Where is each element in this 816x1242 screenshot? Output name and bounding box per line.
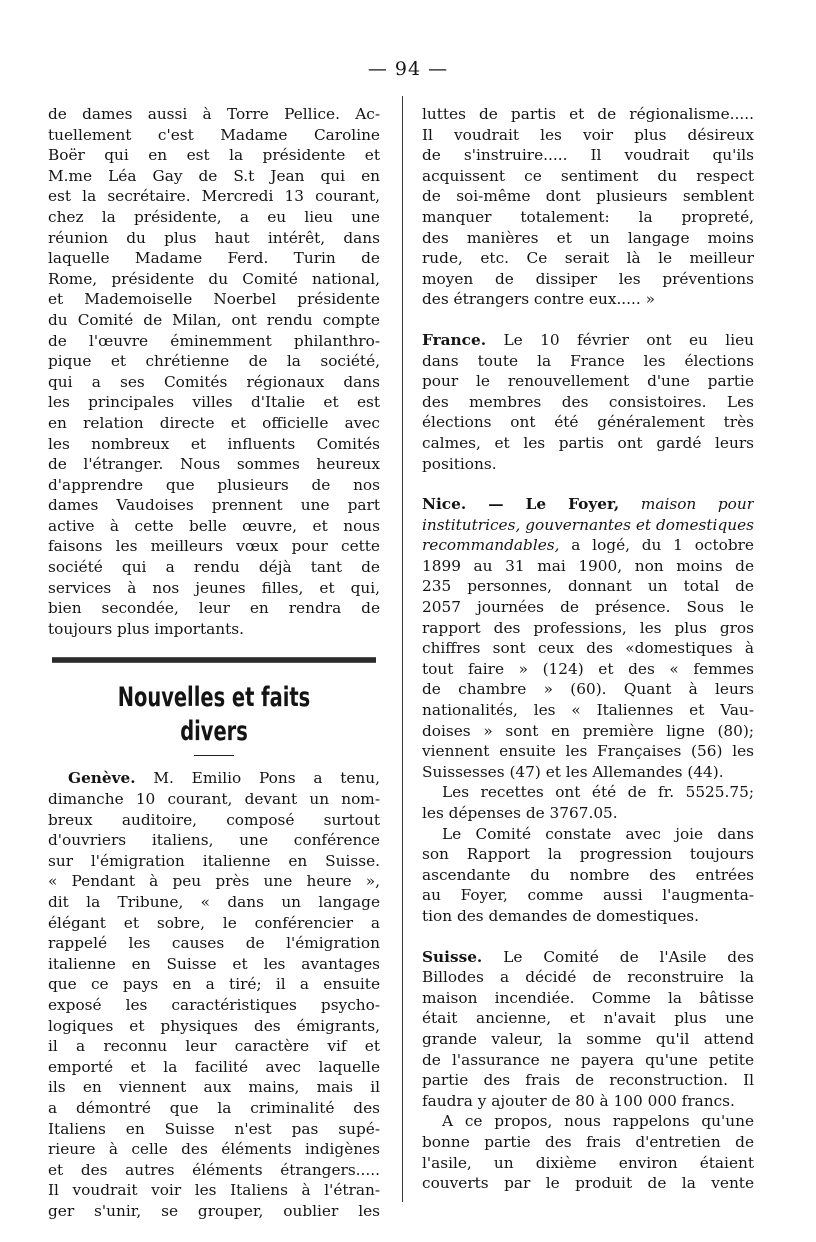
text-line: rude, etc. Ce serait là le meilleur xyxy=(422,249,754,268)
text-line: viennent ensuite les Françaises (56) les xyxy=(422,742,754,761)
text-line: Italiens en Suisse n'est pas supé- xyxy=(48,1119,380,1138)
text-line: de l'assurance ne payera qu'une petite xyxy=(422,1050,754,1069)
text-line: les nombreux et influents Comités xyxy=(48,434,380,453)
text-line: de chambre » (60). Quant à leurs xyxy=(422,680,754,699)
text-line: des membres des consistoires. Les xyxy=(422,392,754,411)
text-line: nationalités, les « Italiennes et Vau- xyxy=(422,701,754,720)
text-line: ils en viennent aux mains, mais il xyxy=(48,1078,380,1097)
text-line: Il voudrait voir les Italiens à l'étran- xyxy=(48,1181,380,1200)
text-line: grande valeur, la somme qu'il attend xyxy=(422,1029,754,1048)
text-line: couverts par le produit de la vente xyxy=(422,1174,754,1193)
title-dash xyxy=(194,755,234,756)
text-line: 1899 au 31 mai 1900, non moins de xyxy=(422,556,754,575)
text-line: est la secrétaire. Mercredi 13 courant, xyxy=(48,187,380,206)
text-line: son Rapport la progression toujours xyxy=(422,845,754,864)
text-line: chiffres sont ceux des «domestiques à xyxy=(422,639,754,658)
text-line: au Foyer, comme aussi l'augmenta- xyxy=(422,886,754,905)
text-line: emporté et la facilité avec laquelle xyxy=(48,1057,380,1076)
text-line: sur l'émigration italienne en Suisse. xyxy=(48,851,380,870)
text-line: faisons les meilleurs vœux pour cette xyxy=(48,537,380,556)
lead-line xyxy=(48,768,380,789)
section-title: Nouvelles et faits divers xyxy=(117,682,311,748)
text-line: 2057 journées de présence. Sous le xyxy=(422,598,754,617)
section-separator-rule xyxy=(52,657,376,663)
text-line: dames Vaudoises prennent une part xyxy=(48,496,380,515)
nice-paragraph xyxy=(422,494,754,926)
text-line: qui a ses Comités régionaux dans xyxy=(48,372,380,391)
text-line: ger s'unir, se grouper, oublier les xyxy=(48,1201,380,1220)
lead-text: M. Emilio Pons a tenu, xyxy=(135,769,380,788)
text-line: et des autres éléments étrangers..... xyxy=(48,1160,380,1179)
text-line: élections ont été généralement très xyxy=(422,413,754,432)
text-line: Rome, présidente du Comité national, xyxy=(48,269,380,288)
text-line: Les recettes ont été de fr. 5525.75; xyxy=(442,783,754,802)
text-line: ascendante du nombre des entrées xyxy=(422,865,754,884)
text-line: chez la présidente, a eu lieu une xyxy=(48,207,380,226)
text-line: services à nos jeunes filles, et qui, xyxy=(48,578,380,597)
text-line: breux auditoire, composé surtout xyxy=(48,810,380,829)
right-column xyxy=(422,104,754,1194)
lead-text: a logé, du 1 octobre xyxy=(559,536,754,555)
text-line: et Mademoiselle Noerbel présidente xyxy=(48,290,380,309)
text-line: positions. xyxy=(422,454,497,473)
text-line: acquissent ce sentiment du respect xyxy=(422,166,754,185)
text-line: rappelé les causes de l'émigration xyxy=(48,934,380,953)
text-line: élégant et sobre, le conférencier a xyxy=(48,913,380,932)
text-line: rapport des professions, les plus gros xyxy=(422,618,754,637)
page-number: — 94 — xyxy=(367,58,449,80)
text-line: a démontré que la criminalité des xyxy=(48,1098,380,1117)
text-line: pique et chrétienne de la société, xyxy=(48,352,380,371)
text-line: il a reconnu leur caractère vif et xyxy=(48,1037,380,1056)
text-line: des étrangers contre eux..... » xyxy=(422,290,655,309)
text-line: maison incendiée. Comme la bâtisse xyxy=(422,988,754,1007)
column-divider xyxy=(402,96,403,1202)
text-line: dit la Tribune, « dans un langage xyxy=(48,893,380,911)
text-line: de l'œuvre éminemment philanthro- xyxy=(48,331,380,350)
text-line: pour le renouvellement d'une partie xyxy=(422,372,754,391)
text-line: du Comité de Milan, ont rendu compte xyxy=(48,310,380,329)
text-line: toujours plus importants. xyxy=(48,619,244,638)
text-line: moyen de dissiper les préventions xyxy=(422,269,754,288)
text-line: M.me Léa Gay de S.t Jean qui en xyxy=(48,166,380,185)
place-heading: France. xyxy=(422,330,487,349)
left-column xyxy=(48,104,380,1222)
intro-paragraph xyxy=(48,104,380,639)
text-line: 235 personnes, donnant un total de xyxy=(422,577,754,596)
text-line: réunion du plus haut intérêt, dans xyxy=(48,228,380,247)
place-heading: Nice. — Le Foyer, xyxy=(422,495,620,514)
text-line: était ancienne, et n'avait plus une xyxy=(422,1009,754,1028)
france-paragraph xyxy=(422,330,754,474)
italic-text: maison pour xyxy=(619,495,754,514)
text-line: les dépenses de 3767.05. xyxy=(422,804,618,822)
text-line: italienne en Suisse et les avantages xyxy=(48,954,380,973)
continuation-paragraph xyxy=(422,104,754,310)
lead-text: Le Comité de l'Asile des xyxy=(482,947,754,966)
text-line: de l'étranger. Nous sommes heureux xyxy=(48,455,380,474)
text-line: Le Comité constate avec joie dans xyxy=(442,824,754,843)
text-line: Il voudrait les voir plus désireux xyxy=(422,125,754,144)
text-line: dans toute la France les élections xyxy=(422,351,754,370)
text-line: tuellement c'est Madame Caroline xyxy=(48,125,380,144)
text-line: de dames aussi à Torre Pellice. Ac- xyxy=(48,105,380,123)
text-line: manquer totalement: la propreté, xyxy=(422,207,754,226)
text-line: tion des demandes de domestiques. xyxy=(422,906,699,925)
text-line: société qui a rendu déjà tant de xyxy=(48,558,380,577)
text-line: Billodes a décidé de reconstruire la xyxy=(422,968,754,987)
text-line: Boër qui en est la présidente et xyxy=(48,146,380,165)
place-heading: Suisse. xyxy=(422,947,483,966)
text-line: que ce pays en a tiré; il a ensuite xyxy=(48,975,380,994)
italic-line xyxy=(422,515,754,536)
text-line: les principales villes d'Italie et est xyxy=(48,393,380,412)
text-line: « Pendant à peu près une heure », xyxy=(48,872,380,891)
text-line xyxy=(422,535,754,556)
text-line: faudra y ajouter de 80 à 100 000 francs. xyxy=(422,1091,735,1110)
lead-line xyxy=(422,330,754,351)
lead-line xyxy=(422,947,754,968)
text-line: l'asile, un dixième environ étaient xyxy=(422,1153,754,1172)
place-heading: Genève. xyxy=(68,769,136,788)
suisse-paragraph xyxy=(422,947,754,1194)
text-line: exposé les caractéristiques psycho- xyxy=(48,995,380,1014)
text-line: partie des frais de reconstruction. Il xyxy=(422,1071,754,1090)
text-line: logiques et physiques des émigrants, xyxy=(48,1016,380,1035)
text-line: d'ouvriers italiens, une conférence xyxy=(48,831,380,850)
text-line: bien secondée, leur en rendra de xyxy=(48,599,380,618)
italic-text: recommandables, xyxy=(422,536,560,555)
text-line: de s'instruire..... Il voudrait qu'ils xyxy=(422,146,754,165)
text-line: bonne partie des frais d'entretien de xyxy=(422,1132,754,1151)
text-line: tout faire » (124) et des « femmes xyxy=(422,659,754,678)
text-line: rieure à celle des éléments indigènes xyxy=(48,1140,380,1159)
text-line: A ce propos, nous rappelons qu'une xyxy=(442,1112,754,1131)
text-line: dimanche 10 courant, devant un nom- xyxy=(48,790,380,809)
geneve-paragraph xyxy=(48,768,380,1221)
lead-text: Le 10 février ont eu lieu xyxy=(486,330,754,349)
text-line: calmes, et les partis ont gardé leurs xyxy=(422,433,754,452)
text-line: d'apprendre que plusieurs de nos xyxy=(48,475,380,494)
italic-text: institutrices, gouvernantes et domestiques xyxy=(422,515,754,534)
text-line: active à cette belle œuvre, et nous xyxy=(48,516,380,535)
text-line: laquelle Madame Ferd. Turin de xyxy=(48,249,380,268)
text-line: des manières et un langage moins xyxy=(422,228,754,247)
text-line: luttes de partis et de régionalisme..... xyxy=(422,105,754,123)
lead-line xyxy=(422,494,754,515)
text-line: de soi-même dont plusieurs semblent xyxy=(422,187,754,206)
text-line: en relation directe et officielle avec xyxy=(48,413,380,432)
text-line: doises » sont en première ligne (80); xyxy=(422,721,754,740)
text-line: Suissesses (47) et les Allemandes (44). xyxy=(422,762,724,781)
